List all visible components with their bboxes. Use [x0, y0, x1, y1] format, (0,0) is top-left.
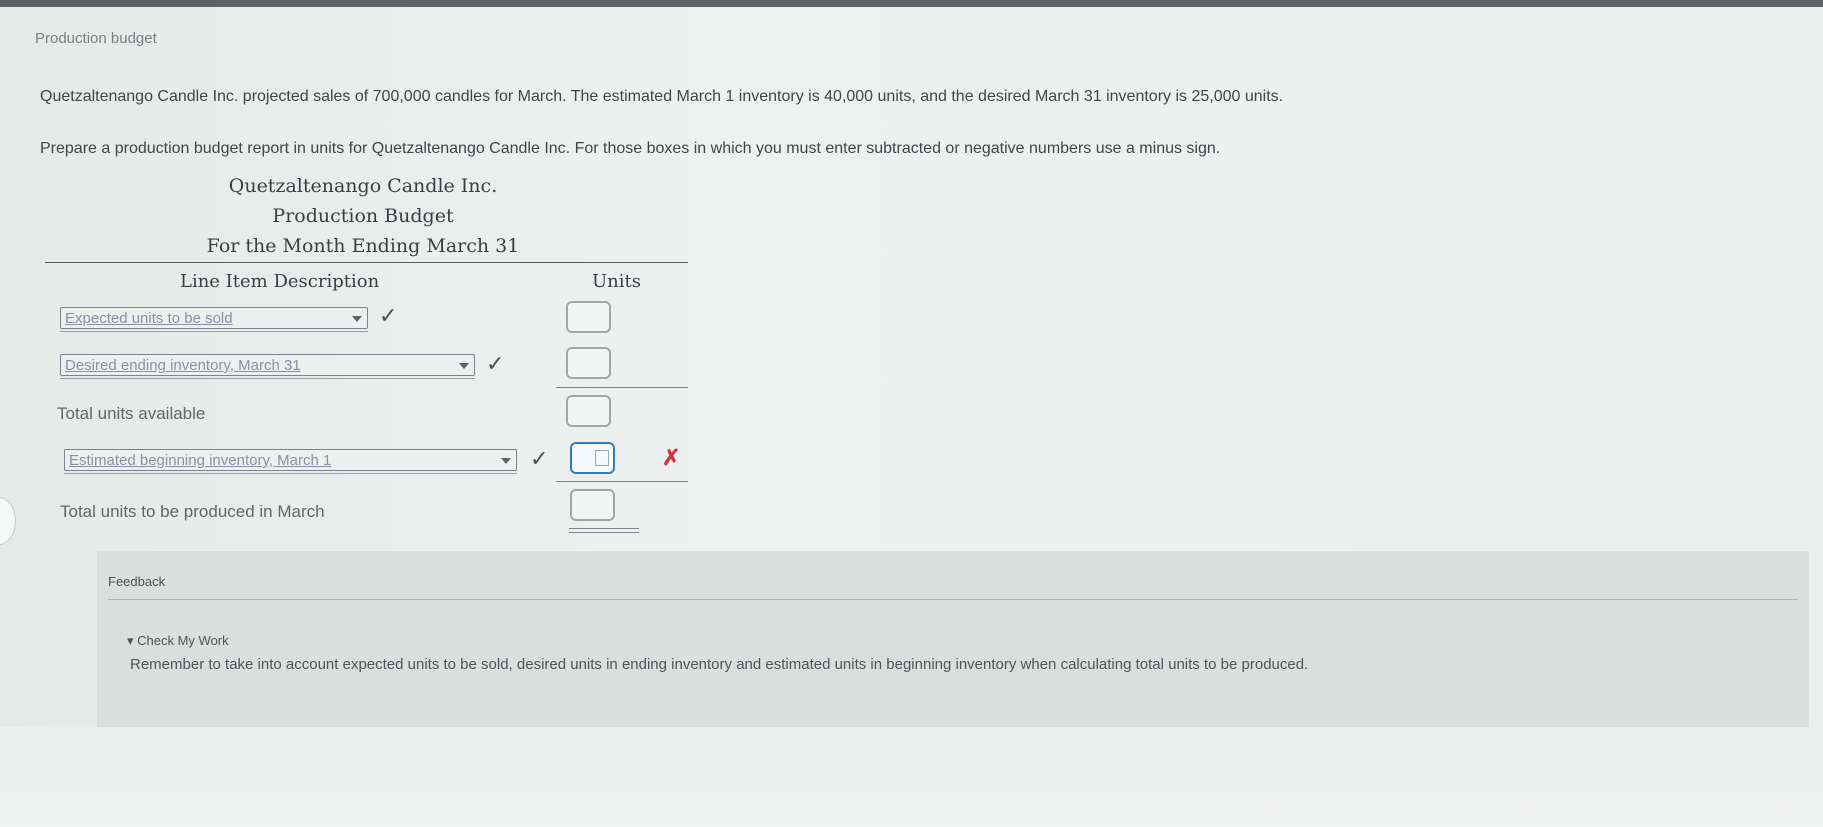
- units-input-total-available[interactable]: [566, 395, 611, 427]
- select-underline: [64, 473, 517, 474]
- feedback-hint-text: Remember to take into account expected units to be sold, desired units in ending inventory and estimated units in beginning inventory when calculating total units to be produced.: [130, 656, 1309, 673]
- line-item-select-beginning-inventory[interactable]: [64, 449, 517, 471]
- problem-statement: Quetzaltenango Candle Inc. projected sales of 700,000 candles for March. The estimated March 1 inventory is 40,000 units, and the desired March 31 inventory is 25,000 units.: [40, 88, 1284, 105]
- correct-check-icon: ✓: [486, 351, 505, 376]
- section-title: Production budget: [35, 30, 157, 47]
- instruction-text: Prepare a production budget report in units for Quetzaltenango Candle Inc. For those boxes in which you must enter subtracted or negative numbers use a minus sign.: [40, 140, 1221, 157]
- line-item-select-value: Estimated beginning inventory, March 1: [69, 452, 332, 469]
- column-header-units: Units: [592, 271, 641, 292]
- units-input-desired-ending-inventory[interactable]: [566, 347, 611, 379]
- disclosure-icon: ▾: [127, 633, 138, 648]
- line-item-select-value: Desired ending inventory, March 31: [65, 357, 301, 374]
- text-cursor-icon: [595, 450, 609, 466]
- line-item-select-desired-ending-inventory[interactable]: [60, 354, 475, 376]
- chevron-down-icon: [501, 458, 511, 464]
- feedback-divider: [108, 599, 1798, 600]
- select-underline: [60, 331, 368, 332]
- total-double-rule-top: [569, 528, 639, 529]
- feedback-title: Feedback: [108, 574, 166, 589]
- column-header-description: Line Item Description: [180, 271, 380, 292]
- chevron-down-icon: [352, 316, 362, 322]
- feedback-panel: [97, 551, 1809, 727]
- units-input-beginning-inventory[interactable]: [570, 442, 615, 474]
- report-company-name: Quetzaltenango Candle Inc.: [228, 175, 498, 197]
- total-units-produced-label: Total units to be produced in March: [60, 502, 325, 521]
- top-border: [0, 0, 1823, 7]
- check-my-work-link[interactable]: [127, 633, 229, 649]
- total-double-rule-bottom: [569, 532, 639, 533]
- report-title: Production Budget: [272, 205, 454, 227]
- check-my-work-label: Check My Work: [137, 633, 229, 648]
- total-units-available-label: Total units available: [57, 404, 206, 423]
- incorrect-x-icon: ✗: [662, 445, 681, 470]
- chevron-down-icon: [459, 363, 469, 369]
- page-bottom-area: [0, 727, 1823, 827]
- select-underline: [60, 378, 475, 379]
- report-period: For the Month Ending March 31: [206, 235, 520, 257]
- line-item-select-expected-sales[interactable]: [60, 307, 368, 329]
- units-input-total-produced[interactable]: [570, 489, 615, 521]
- line-item-select-value: Expected units to be sold: [65, 310, 233, 327]
- units-input-expected-sales[interactable]: [566, 301, 611, 333]
- correct-check-icon: ✓: [530, 446, 549, 471]
- report-header-divider: [45, 262, 688, 263]
- correct-check-icon: ✓: [379, 303, 398, 328]
- subtotal-rule: [556, 481, 688, 482]
- subtotal-rule: [556, 387, 688, 388]
